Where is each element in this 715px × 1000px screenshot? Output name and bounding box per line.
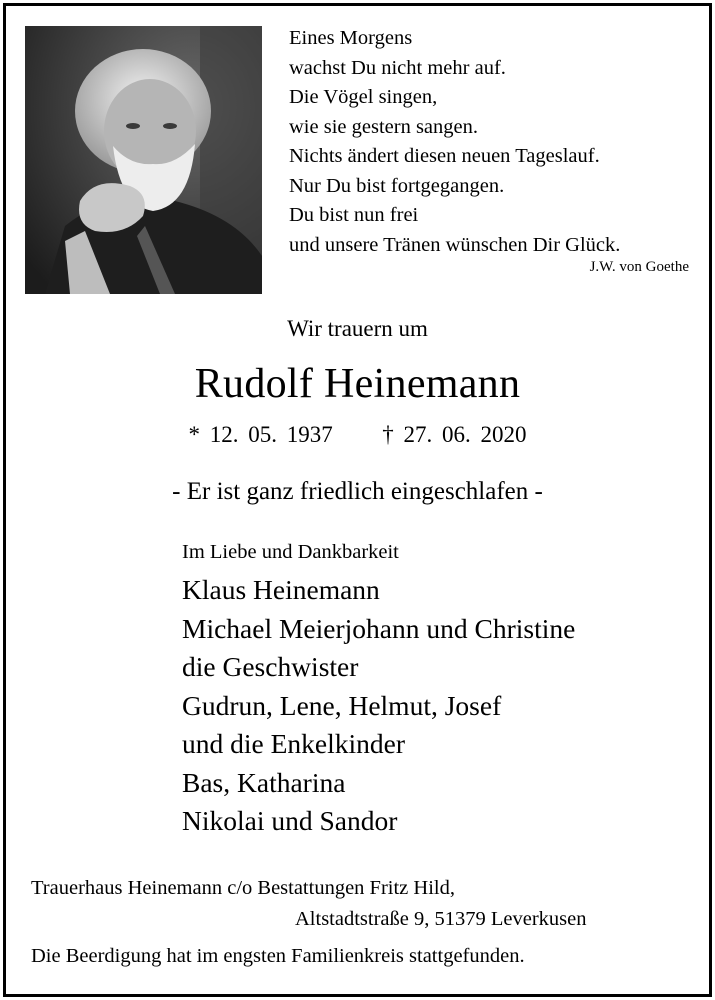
birth-date: 12. 05. 1937 bbox=[209, 422, 333, 447]
poem-author: J.W. von Goethe bbox=[589, 259, 689, 275]
funeral-note: Die Beerdigung hat im engsten Familienkreis stattgefunden. bbox=[31, 945, 525, 967]
mourner-line: Gudrun, Lene, Helmut, Josef bbox=[182, 689, 502, 721]
intro-text: Wir trauern um bbox=[287, 316, 428, 341]
poem-line: Du bist nun frei bbox=[289, 204, 419, 226]
motto: - Er ist ganz friedlich eingeschlafen - bbox=[172, 478, 543, 505]
death-symbol: † bbox=[382, 422, 394, 447]
birth-symbol: * bbox=[188, 422, 200, 447]
poem-line: wachst Du nicht mehr auf. bbox=[289, 56, 506, 79]
deceased-name: Rudolf Heinemann bbox=[194, 361, 521, 407]
mourner-line: Klaus Heinemann bbox=[182, 574, 380, 605]
address-line-2: Altstadtstraße 9, 51379 Leverkusen bbox=[295, 908, 587, 930]
mourner-line: die Geschwister bbox=[182, 651, 359, 682]
poem-line: Die Vögel singen, bbox=[289, 86, 438, 108]
mourners-list bbox=[182, 537, 575, 841]
poem-line: Nichts ändert diesen neuen Tageslauf. bbox=[289, 145, 600, 167]
portrait-photo-icon bbox=[25, 26, 262, 294]
portrait-photo bbox=[25, 26, 262, 294]
mourner-line: Michael Meierjohann und Christine bbox=[182, 612, 576, 644]
mourner-line: Bas, Katharina bbox=[182, 766, 346, 798]
poem-line: wie sie gestern sangen. bbox=[289, 115, 478, 138]
address-line-1: Trauerhaus Heinemann c/o Bestattungen Fritz Hild, bbox=[31, 877, 455, 899]
poem bbox=[289, 24, 620, 260]
mourner-line: Nikolai und Sandor bbox=[182, 805, 398, 836]
mourners-lead: Im Liebe und Dankbarkeit bbox=[182, 541, 399, 563]
poem-line: Nur Du bist fortgegangen. bbox=[289, 174, 505, 197]
poem-line: Eines Morgens bbox=[289, 27, 413, 49]
life-dates bbox=[0, 422, 715, 448]
mourner-line: und die Enkelkinder bbox=[182, 728, 405, 759]
poem-line: und unsere Tränen wünschen Dir Glück. bbox=[289, 233, 621, 256]
death-date: 27. 06. 2020 bbox=[403, 422, 527, 447]
